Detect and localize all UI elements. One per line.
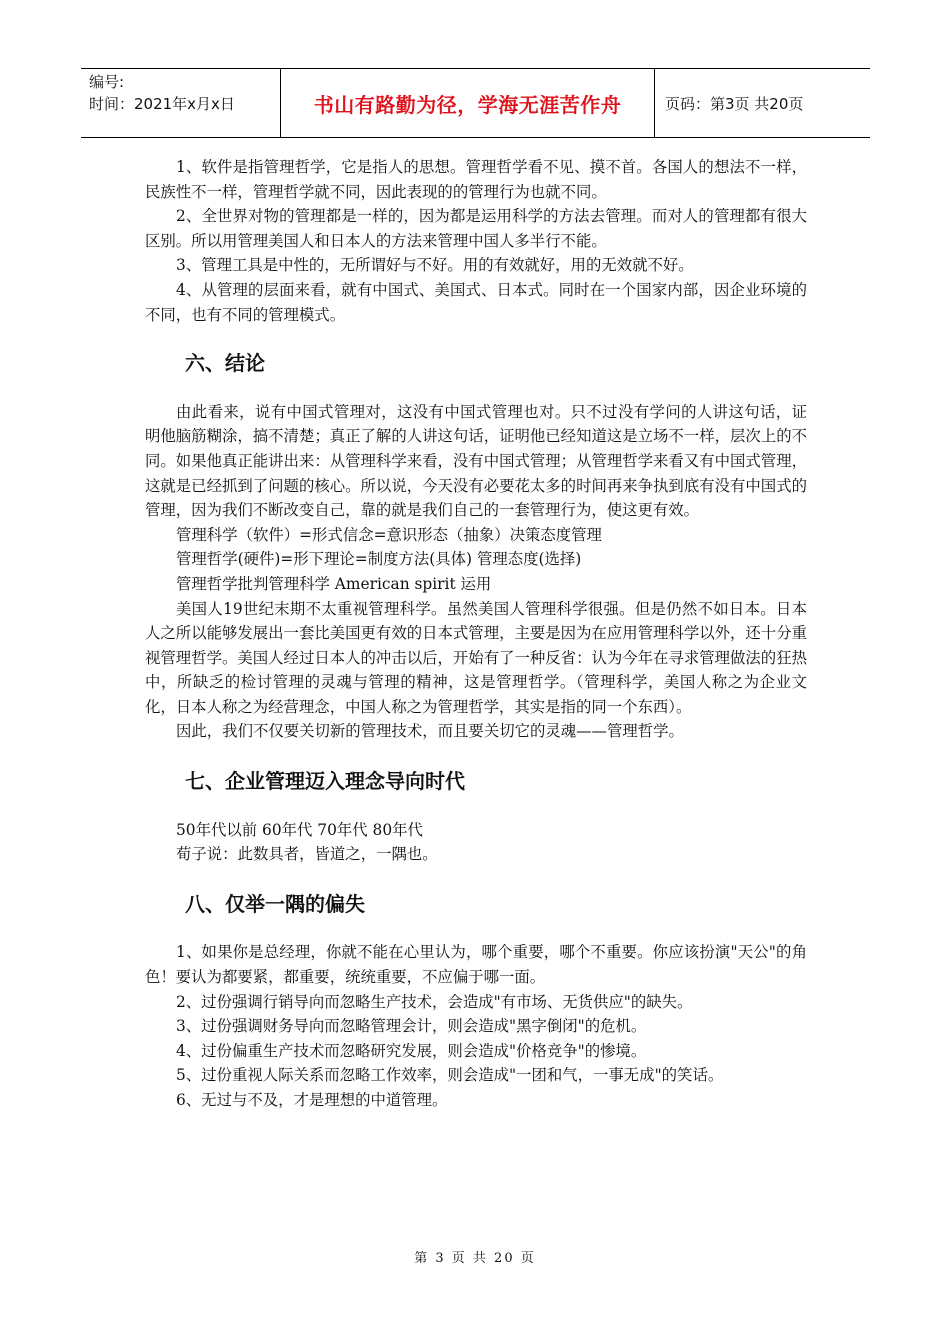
paragraph: 美国人19世纪末期不太重视管理科学。虽然美国人管理科学很强。但是仍然不如日本。日本人之所以能够发展出一套比美国更有效的日本式管理，主要是因为在应用管理科学以外，还十分重视管理哲学。美国人经过日本人的冲击以后，开始有了一种反省：认为今年在寻求管理做法的狂热中，所缺乏的检讨管理的灵魂与管理的精神，这是管理哲学。（管理科学，美国人称之为企业文化，日本人称之为经营理念，中国人称之为管理哲学，其实是指的同一个东西）。 <box>145 599 807 716</box>
formula-line: 管理哲学批判管理科学 American spirit 运用 <box>176 574 492 593</box>
header-meta-cell <box>81 69 281 137</box>
paragraph: 3、管理工具是中性的，无所谓好与不好。用的有效就好，用的无效就不好。 <box>176 256 694 275</box>
document-body <box>145 155 807 1113</box>
list-item: 2、过份强调行销导向而忽略生产技术，会造成"有市场、无货供应"的缺失。 <box>176 992 693 1011</box>
header-page-info: 页码：第3页 共20页 <box>665 94 804 113</box>
paragraph: 2、全世界对物的管理都是一样的，因为都是运用科学的方法去管理。而对人的管理都有很大区别。所以用管理美国人和日本人的方法来管理中国人多半行不能。 <box>145 207 807 250</box>
section-heading-conclusion: 六、结论 <box>185 351 265 376</box>
section-heading-bias: 八、仅举一隅的偏失 <box>185 891 365 916</box>
paragraph: 由此看来，说有中国式管理对，这没有中国式管理也对。只不过没有学问的人讲这句话，证明他脑筋糊涂，搞不清楚；真正了解的人讲这句话，证明他已经知道这是立场不一样，层次上的不同。如果他真正能讲出来：从管理科学来看，没有中国式管理；从管理哲学来看又有中国式管理，这就是已经抓到了问题的核心。所以说，今天没有必要花太多的时间再来争执到底有没有中国式的管理，因为我们不断改变自己，靠的就是我们自己的一套管理行为，使这更有效。 <box>145 402 807 520</box>
paragraph: 1、软件是指管理哲学，它是指人的思想。管理哲学看不见、摸不首。各国人的想法不一样，民族性不一样，管理哲学就不同，因此表现的的管理行为也就不同。 <box>145 158 807 201</box>
page-footer: 第 3 页 共 20 页 <box>414 1251 536 1266</box>
section-heading-idea-era: 七、企业管理迈入理念导向时代 <box>185 769 465 794</box>
time-label: 时间：2021年x月x日 <box>89 95 235 113</box>
paragraph: 50年代以前 60年代 70年代 80年代 <box>176 820 423 839</box>
header-motto: 书山有路勤为径，学海无涯苦作舟 <box>281 69 655 137</box>
page-header-table <box>81 68 870 138</box>
list-item: 1、如果你是总经理，你就不能在心里认为，哪个重要，哪个不重要。你应该扮演"天公"的角色！要认为都要紧，都重要，统统重要，不应偏于哪一面。 <box>145 943 807 987</box>
paragraph: 因此，我们不仅要关切新的管理技术，而且要关切它的灵魂——管理哲学。 <box>176 722 684 741</box>
paragraph: 4、从管理的层面来看，就有中国式、美国式、日本式。同时在一个国家内部，因企业环境的不同，也有不同的管理模式。 <box>145 280 807 324</box>
formula-line: 管理科学（软件）=形式信念=意识形态（抽象）决策态度管理 <box>176 525 602 544</box>
list-item: 5、过份重视人际关系而忽略工作效率，则会造成"一团和气，一事无成"的笑话。 <box>176 1066 724 1085</box>
list-item: 4、过份偏重生产技术而忽略研究发展，则会造成"价格竞争"的惨境。 <box>176 1041 647 1060</box>
list-item: 3、过份强调财务导向而忽略管理会计，则会造成"黑字倒闭"的危机。 <box>176 1017 647 1036</box>
formula-line: 管理哲学(硬件)=形下理论=制度方法(具体) 管理态度(选择) <box>176 550 582 569</box>
number-label: 编号: <box>89 73 125 91</box>
paragraph: 荀子说：此数具者，皆道之，一隅也。 <box>176 845 438 864</box>
list-item: 6、无过与不及，才是理想的中道管理。 <box>176 1091 448 1109</box>
